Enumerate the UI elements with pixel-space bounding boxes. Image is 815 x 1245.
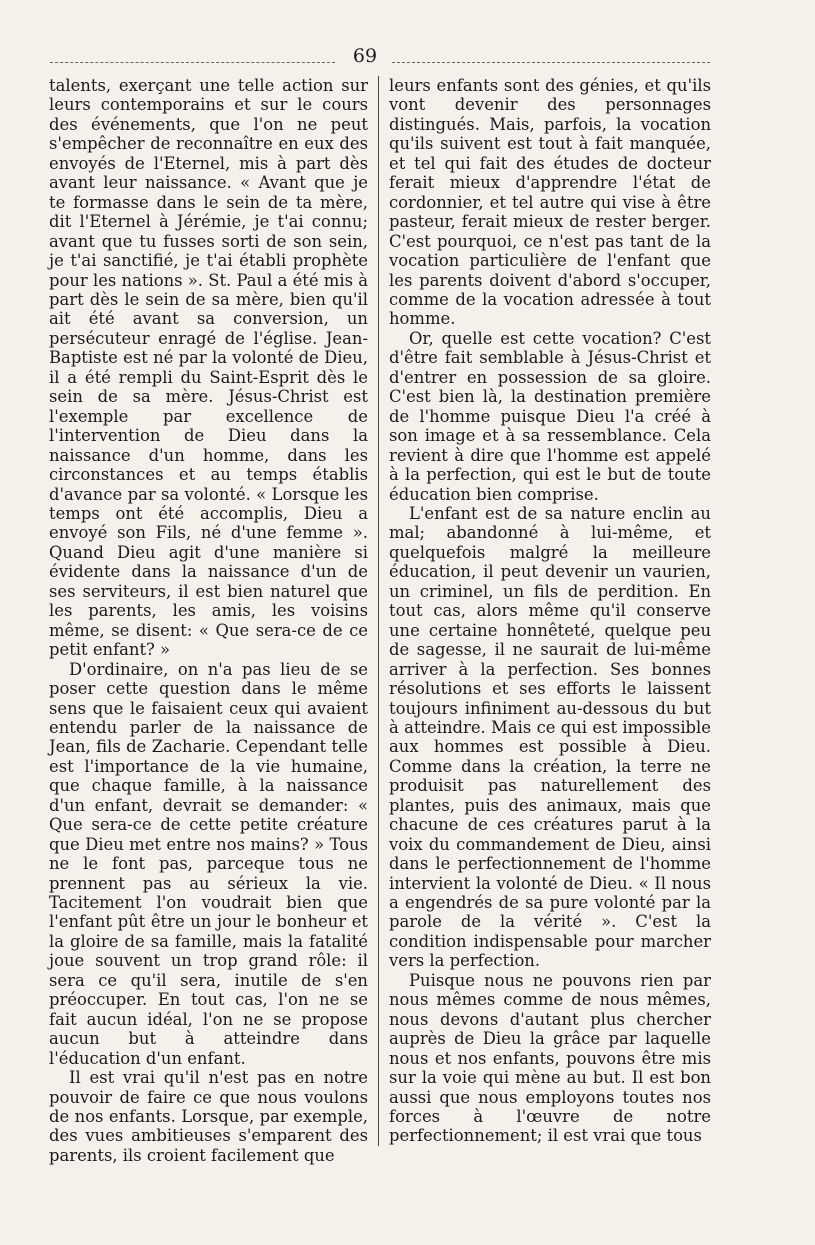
left-paragraph-3: Il est vrai qu'il n'est pas en notre pouvoir de faire ce que nous voulons de nos enfants. Lorsque, par exemple, des vues ambitieuses s'emparent des parents, ils croient facilement que <box>49 1068 368 1165</box>
left-paragraph-2: D'ordinaire, on n'a pas lieu de se poser cette question dans le même sens que le faisaient ceux qui avaient entendu parler de la naissance de Jean, fils de Zacharie. Cependant telle est l'importance de la vie humaine, que chaque famille, à la naissance d'un enfant, devrait se demander: « Que sera-ce de cette petite créature que Dieu met entre nos mains? » Tous ne le font pas, parceque tous ne prennent pas au sérieux la vie. Tacitement l'on voudrait bien que l'enfant pût être un jour le bonheur et la gloire de sa famille, mais la fatalité joue souvent un trop grand rôle: il sera ce qu'il sera, inutile de s'en préoccuper. En tout cas, l'on ne se fait aucun idéal, l'on ne se propose aucun but à atteindre dans l'éducation d'un enfant. <box>49 659 368 1068</box>
header-rule-left <box>50 62 335 63</box>
header-rule-right <box>392 62 710 63</box>
page-number: 69 <box>352 45 378 67</box>
right-column <box>389 76 711 1146</box>
column-divider <box>378 76 379 1146</box>
right-paragraph-4: Puisque nous ne pouvons rien par nous mêmes comme de nous mêmes, nous devons d'autant plus chercher auprès de Dieu la grâce par laquelle nous et nos enfants, pouvons être mis sur la voie qui mène au but. Il est bon aussi que nous employons toutes nos forces à l'œuvre de notre perfectionnement; il est vrai que tous <box>389 970 711 1146</box>
left-paragraph-1: talents, exerçant une telle action sur leurs contemporains et sur le cours des événements, que l'on ne peut s'empêcher de reconnaître en eux des envoyés de l'Eternel, mis à part dès avant leur naissance. « Avant que je te formasse dans le sein de ta mère, dit l'Eternel à Jérémie, je t'ai connu; avant que tu fusses sorti de son sein, je t'ai sanctifié, je t'ai établi prophète pour les nations ». St. Paul a été mis à part dès le sein de sa mère, bien qu'il ait été avant sa conversion, un persécuteur enragé de l'église. Jean-Baptiste est né par la volonté de Dieu, il a été rempli du Saint-Esprit dès le sein de sa mère. Jésus-Christ est l'exemple par excellence de l'intervention de Dieu dans la naissance d'un homme, dans les circonstances et au temps établis d'avance par sa volonté. « Lorsque les temps ont été accomplis, Dieu a envoyé son Fils, né d'une femme ». Quand Dieu agit d'une manière si évidente dans la naissance d'un de ses serviteurs, il est bien naturel que les parents, les amis, les voisins même, se disent: « Que sera-ce de ce petit enfant? » <box>49 76 368 660</box>
right-paragraph-2: Or, quelle est cette vocation? C'est d'être fait semblable à Jésus-Christ et d'entrer en possession de sa gloire. C'est bien là, la destination première de l'homme puisque Dieu l'a créé à son image et à sa ressemblance. Cela revient à dire que l'homme est appelé à la perfection, qui est le but de toute éducation bien comprise. <box>389 328 711 504</box>
left-column <box>49 76 368 1165</box>
right-paragraph-1: leurs enfants sont des génies, et qu'ils vont devenir des personnages distingués. Mais, parfois, la vocation qu'ils suivent est tout à fait manquée, et tel qui fait des études de docteur ferait mieux d'apprendre l'état de cordonnier, et tel autre qui vise à être pasteur, ferait mieux de rester berger. C'est pourquoi, ce n'est pas tant de la vocation particulière de l'enfant que les parents doivent d'abord s'occuper, comme de la vocation adressée à tout homme. <box>389 76 711 329</box>
right-paragraph-3: L'enfant est de sa nature enclin au mal; abandonné à lui-même, et quelquefois malgré la meilleure éducation, il peut devenir un vaurien, un criminel, un fils de perdition. En tout cas, alors même qu'il conserve une certaine honnêteté, quelque peu de sagesse, il ne saurait de lui-même arriver à la perfection. Ses bonnes résolutions et ses efforts le laissent toujours infiniment au-dessous du but à atteindre. Mais ce qui est impossible aux hommes est possible à Dieu. Comme dans la création, la terre ne produisit pas naturellement des plantes, puis des animaux, mais que chacune de ces créatures parut à la voix du commandement de Dieu, ainsi dans le perfectionnement de l'homme intervient la volonté de Dieu. « Il nous a engendrés de sa pure volonté par la parole de la vérité ». C'est la condition indispensable pour marcher vers la perfection. <box>389 503 711 971</box>
